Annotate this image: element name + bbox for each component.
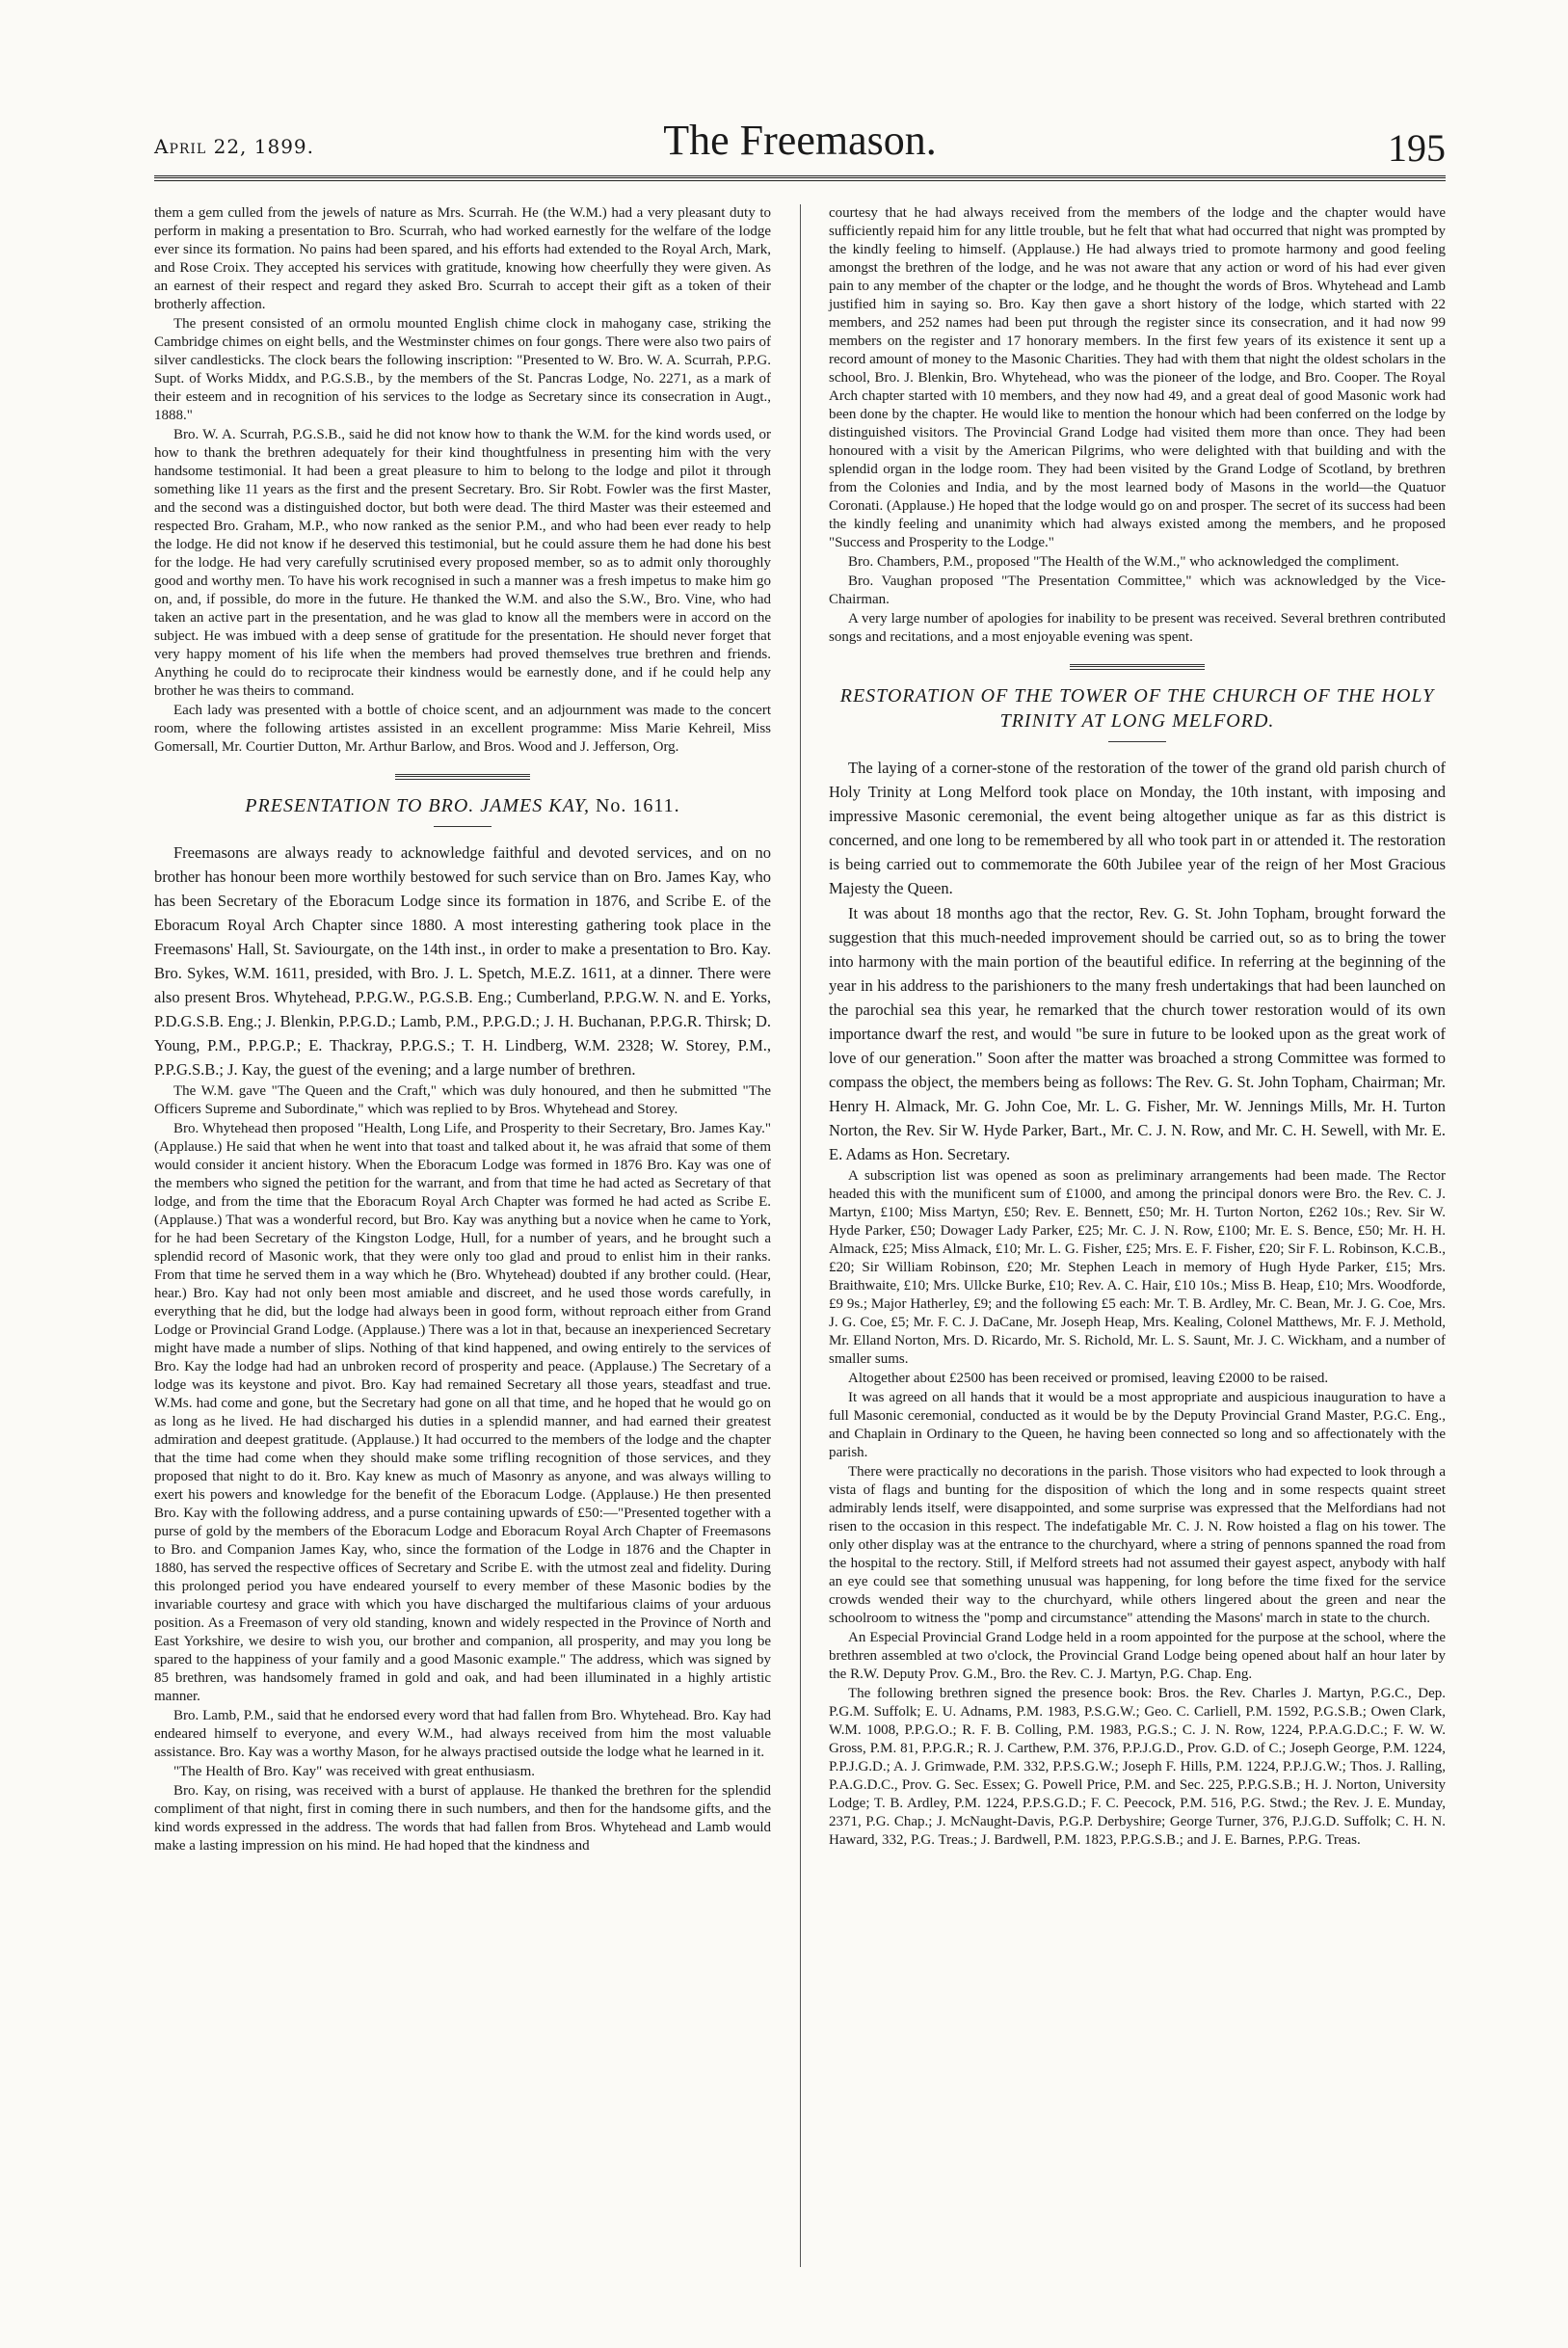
article-heading (154, 793, 771, 818)
article-paragraph: The W.M. gave "The Queen and the Craft," which was duly honoured, and then he submitted "The Officers Supreme and Subordinate," which was replied to by Bros. Whytehead and Storey. (154, 1083, 771, 1117)
article-paragraph: An Especial Provincial Grand Lodge held in a room appointed for the purpose at the school, where the brethren assembled at two o'clock, the Provincial Grand Lodge being opened about half an hour later by the R.W. Deputy Prov. G.M., Bro. the Rev. C. J. Martyn, P.G. Chap. Eng. (829, 1630, 1446, 1682)
page-number: 195 (1388, 126, 1446, 170)
article-paragraph: Bro. Lamb, P.M., said that he endorsed every word that had fallen from Bro. Whytehead. Bro. Kay had endeared himself to everyone, and every W.M., had always received from him the most valuable assistance. Bro. Kay was a worthy Mason, for he always practised outside the lodge what he learned in it. (154, 1708, 771, 1760)
heading-rule (434, 826, 492, 827)
article-paragraph: Freemasons are always ready to acknowledge faithful and devoted services, and on no brother has honour been more worthily bestowed for such service than on Bro. James Kay, who has been Secretary of the Eboracum Lodge since its formation in 1876, and Scribe E. of the Eboracum Royal Arch Chapter since 1880. A most interesting gathering took place in the Freemasons' Hall, St. Saviourgate, on the 14th inst., in order to make a presentation to Bro. Kay. Bro. Sykes, W.M. 1611, presided, with Bro. J. L. Spetch, M.E.Z. 1611, at a dinner. There were also present Bros. Whytehead, P.P.G.W., P.G.S.B. Eng.; Cumberland, P.P.G.W. N. and E. Yorks, P.D.G.S.B. Eng.; J. Blenkin, P.P.G.D.; Lamb, P.M., P.P.G.D.; J. H. Buchanan, P.P.G.R. Thirsk; D. Young, P.M., P.P.G.P.; E. Thackray, P.P.G.S.; T. H. Lindberg, W.M. 2328; W. Storey, P.M., P.P.G.S.B.; J. Kay, the guest of the evening; and a large number of brethren. (154, 843, 771, 1079)
article-paragraph: There were practically no decorations in the parish. Those visitors who had expected to look through a vista of flags and bunting for the disposition of which the long and in some respects quaint street admirably lends itself, were disappointed, and some surprise was expressed that the Melfordians had not risen to the occasion in this respect. The indefatigable Mr. C. J. N. Row hoisted a flag on his tower. The only other display was at the entrance to the churchyard, where a string of pennons spanned the road from the hospital to the rectory. Still, if Melford streets had not assumed their gayest aspect, anybody with half an eye could see that something unusual was happening, for long before the time fixed for the service crowds wended their way to the churchyard, while others lingered about the green and near the schoolroom to witness the "pomp and circumstance" attending the Masons' march in state to the church. (829, 1464, 1446, 1626)
article-heading: RESTORATION OF THE TOWER OF THE CHURCH OF THE HOLY TRINITY AT LONG MELFORD. (839, 685, 1435, 732)
article-paragraph: Altogether about £2500 has been received or promised, leaving £2000 to be raised. (848, 1371, 1329, 1386)
article-paragraph: courtesy that he had always received from the members of the lodge and the chapter would have sufficiently repaid him for any little trouble, but he felt that what had occurred that night was prompted by the kindly feeling to himself. (Applause.) He had always tried to promote harmony and good feeling amongst the brethren of the lodge, and he was not aware that any action or word of his had ever given pain to any member of the chapter or the lodge, and he thought the words of Bros. Whytehead and Lamb justified him in saying so. Bro. Kay then gave a short history of the lodge, which started with 22 members, and 252 names had been put through the register since its consecration, and it had now 99 members on the register and 17 honorary members. In the first few years of its existence it sent up a record amount of money to the Masonic Charities. They had with them that night the oldest scholars in the school, Bro. J. Blenkin, Bro. Whytehead, who was the pioneer of the lodge, and Bro. Cooper. The Royal Arch chapter started with 10 members, and they now had 49, and a great deal of good Masonic work had been done by the chapter. He would like to mention the honour which had been conferred on the lodge by distinguished visitors. The Provincial Grand Lodge had visited them more than once. They had been honoured with a visit by the American Pilgrims, who were delighted with that building and with the splendid organ in the lodge room. They had been visited by the Grand Lodge of Scotland, by brethren from the Colonies and India, and by the most learned body of Masons in the world—the Quatuor Coronati. (Applause.) He hoped that the lodge would go on and prosper. The secret of its success had been the kindly feeling and unanimity which had always existed among the members, and he proposed "Success and Prosperity to the Lodge." (829, 205, 1446, 550)
article-paragraph: Bro. W. A. Scurrah, P.G.S.B., said he did not know how to thank the W.M. for the kind words used, or how to thank the brethren adequately for their kind thoughtfulness in presenting him with the very handsome testimonial. It had been a great pleasure to him to belong to the lodge and pilot it through something like 11 years as the first and the present Secretary. Bro. Sir Robt. Fowler was the first Master, and the second was a distinguished doctor, but both were dead. The third Master was their esteemed and respected Bro. Graham, M.P., who now ranked as the senior P.M., and who had been ever ready to help the lodge. He did not know if he deserved this testimonial, but he could assure them he had done his best for the lodge. He had very carefully scrutinised every proposed member, so as to admit only thoroughly good and worthy men. To have his work recognised in such a manner was a fresh impetus to make him go on, and, if possible, do more in the future. He thanked the W.M. and also the S.W., Bro. Vine, who had taken an active part in the presentation, and he was glad to know all the members were in accord on the subject. He was imbued with a deep sense of gratitude for the presentation. He should never forget that very happy moment of his life when the members had proved themselves true brethren and friends. Anything he could do to reciprocate their kindness would be earnestly done, and if he could help any brother he was theirs to command. (154, 427, 771, 699)
masthead-rule (154, 175, 1446, 181)
issue-date: April 22, 1899. (154, 135, 315, 158)
left-column (154, 204, 771, 1856)
article-paragraph: It was about 18 months ago that the rector, Rev. G. St. John Topham, brought forward the suggestion that this much-needed improvement should be carried out, so as to bring the tower into harmony with the main portion of the beautiful edifice. In referring at the beginning of the year in his address to the parishioners to the many fresh undertakings that had been launched on the parochial sea this year, he remarked that the church tower restoration would of its own importance dwarf the rest, and would "be sure in future to be looked upon as the great work of love of our generation." Soon after the matter was broached a strong Committee was formed to compass the object, the members being as follows: The Rev. G. St. John Topham, Chairman; Mr. Henry H. Almack, Mr. G. John Coe, Mr. L. G. Fisher, Mr. W. Jennings Mills, Mr. H. Turton Norton, the Rev. Sir W. Hyde Parker, Bart., Mr. C. J. N. Row, and Mr. C. H. Sewell, with Mr. E. E. Adams as Hon. Secretary. (829, 904, 1446, 1163)
article-paragraph: A very large number of apologies for inability to be present was received. Several brethren contributed songs and recitations, and a most enjoyable evening was spent. (829, 611, 1446, 645)
section-separator (395, 774, 530, 780)
article-paragraph: The following brethren signed the presence book: Bros. the Rev. Charles J. Martyn, P.G.C., Dep. P.G.M. Suffolk; E. U. Adnams, P.M. 1983, P.S.G.W.; Geo. C. Carliell, P.M. 1592, P.G.S.B.; Owen Clark, W.M. 1008, P.P.G.O.; R. F. B. Colling, P.M. 1983, P.G.S.; C. J. N. Row, 1224, P.P.A.G.D.C.; F. W. W. Gross, P.M. 81, P.P.G.R.; R. J. Carthew, P.M. 376, P.P.J.G.D., Prov. G.D. of C.; Joseph George, P.M. 1224, P.P.J.G.D.; A. J. Grimwade, P.M. 332, P.P.S.G.W.; Joseph F. Hills, P.M. 1224, P.P.J.G.W.; Thos. J. Ralling, P.A.G.D.C., Prov. G. Sec. Essex; G. Powell Price, P.M. and Sec. 225, P.P.G.S.B.; H. J. Norton, University Lodge; T. B. Ardley, P.M. 1224, P.P.S.G.D.; F. C. Peecock, P.M. 516, P.G. Stwd.; the Rev. J. E. Munday, 2371, P.G. Chap.; J. McNaught-Davis, P.G.P. Derbyshire; George Turner, 376, P.J.G.D. Suffolk; C. H. N. Haward, 332, P.G. Treas.; J. Bardwell, P.M. 1823, P.P.G.S.B.; and J. E. Barnes, P.P.G. Treas. (829, 1686, 1446, 1848)
newspaper-title: The Freemason. (663, 117, 937, 164)
article-paragraph: Each lady was presented with a bottle of choice scent, and an adjournment was made to the concert room, where the following artistes assisted in an excellent programme: Miss Marie Kehreil, Miss Gomersall, Mr. Courtier Dutton, Mr. Arthur Barlow, and Bros. Wood and J. Jefferson, Org. (154, 703, 771, 755)
article-paragraph: The laying of a corner-stone of the restoration of the tower of the grand old parish church of Holy Trinity at Long Melford took place on Monday, the 10th instant, with imposing and impressive Masonic ceremonial, the event being altogether unique as far as this district is concerned, and one long to be remembered by all who took part in or attended it. The restoration is being carried out to commemorate the 60th Jubilee year of the reign of her Most Gracious Majesty the Queen. (829, 759, 1446, 897)
heading-rule (1108, 741, 1166, 742)
article-paragraph: Bro. Kay, on rising, was received with a burst of applause. He thanked the brethren for the splendid compliment of that night, first in coming there in such numbers, and then for the handsome gifts, and the kind words expressed in the address. The words that had fallen from Bros. Whytehead and Lamb would make a lasting impression on his mind. He had hoped that the kindness and (154, 1783, 771, 1854)
article-paragraph: The present consisted of an ormolu mounted English chime clock in mahogany case, striking the Cambridge chimes on eight bells, and the Westminster chimes on four gongs. There were also two pairs of silver candlesticks. The clock bears the following inscription: "Presented to W. Bro. W. A. Scurrah, P.P.G. Supt. of Works Middx, and P.G.S.B., by the members of the St. Pancras Lodge, No. 2271, as a mark of their esteem and in recognition of his services to the lodge as Secretary since its consecration in Augt., 1888." (154, 316, 771, 423)
article-paragraph: Bro. Vaughan proposed "The Presentation Committee," which was acknowledged by the Vice-Chairman. (829, 574, 1446, 607)
heading-lodge-number: No. 1611. (595, 795, 680, 816)
section-separator (1070, 664, 1205, 670)
article-paragraph: A subscription list was opened as soon as preliminary arrangements had been made. The Rector headed this with the munificent sum of £1000, and among the principal donors were Bro. the Rev. C. J. Martyn, £100; Miss Martyn, £50; Rev. E. Bennett, £50; Mr. H. Turton Norton, £262 10s.; Rev. Sir W. Hyde Parker, £50; Dowager Lady Parker, £25; Mr. C. J. N. Row, £100; Mr. E. S. Bence, £50; Mr. H. H. Almack, £25; Miss Almack, £10; Mr. L. G. Fisher, £25; Mrs. E. F. Fisher, £20; Sir F. L. Robinson, K.C.B., £20; Sir William Robinson, £20; Mr. Stephen Leach in memory of Hugh Hyde Parker, £15; Mrs. Braithwaite, £10; Mrs. Ullcke Burke, £10; Rev. A. C. Hair, £10 10s.; Miss B. Heap, £10; Mrs. Woodforde, £9 9s.; Major Hatherley, £9; and the following £5 each: Mr. T. B. Ardley, Mr. C. Bean, Mr. J. G. Coe, Mrs. J. G. Coe, £5; Mr. F. C. J. DaCane, Mr. Joseph Heap, Mrs. Kealing, Colonel Matthews, Mr. F. J. Methold, Mr. Elland Norton, Mrs. D. Ricardo, Mr. S. Richold, Mr. L. S. Saunt, Mr. J. C. Wickham, and a number of smaller sums. (829, 1168, 1446, 1367)
right-column (829, 204, 1446, 1851)
masthead (154, 116, 1446, 183)
article-paragraph: Bro. Whytehead then proposed "Health, Long Life, and Prosperity to their Secretary, Bro. James Kay." (Applause.) He said that when he went into that toast and talked about it, he was afraid that some of them would consider it ancient history. When the Eboracum Lodge was formed in 1876 Bro. Kay was one of the members who signed the petition for the warrant, and from that time he had acted as Secretary of that lodge, and from the time that the Eboracum Royal Arch Chapter was formed he had acted as Scribe E. (Applause.) That was a wonderful record, but Bro. Kay was anything but a novice when he came to York, for he had been Secretary of the Kingston Lodge, Hull, for a number of years, and he brought such a splendid record of Masonic work, that they were only too glad and proud to enlist him in their ranks. From that time he served them in a way which he (Bro. Whytehead) doubted if any brother could. (Hear, hear.) Bro. Kay had not only been most amiable and discreet, and he used those words carefully, in everything that he did, but the lodge had always been in good form, without reproach either from Grand Lodge or Provincial Grand Lodge. (Applause.) There was a lot in that, because an inexperienced Secretary might have made a number of slips. Nothing of that kind happened, and owing entirely to the services of Bro. Kay the lodge had had an unbroken record of prosperity and peace. (Applause.) The Secretary of a lodge was its keystone and pivot. Bro. Kay had remained Secretary all those years, steadfast and true. W.Ms. had come and gone, but the Secretary had gone on all that time, and he hoped that he would go on as long as he lived. He had discharged his duties in a splendid manner, and had earned their greatest admiration and deepest gratitude. (Applause.) It had occurred to the members of the lodge and the chapter that the time had come when they should make some trifling recognition of those services, and they proposed that night to do it. Bro. Kay knew as much of Masonry as anyone, and was always willing to exert his powers and knowledge for the benefit of the Eboracum Lodge. (Applause.) He then presented Bro. Kay with the following address, and a purse containing upwards of £50:—"Presented together with a purse of gold by the members of the Eboracum Lodge and Eboracum Royal Arch Chapter of Freemasons to Bro. and Companion James Kay, who, since the formation of the Lodge in 1876 and the Chapter in 1880, has served the respective offices of Secretary and Scribe E. with the utmost zeal and fidelity. During this prolonged period you have endeared yourself to every member of these Masonic bodies by the invariable courtesy and grace with which you have discharged the multifarious claims of your arduous position. As a Freemason of very old standing, known and widely respected in the Province of North and East Yorkshire, we desire to wish you, our brother and companion, all prosperity, and may you long be spared to the happiness of your family and a good Masonic example." The address, which was signed by 85 brethren, was handsomely framed in gold and oak, and had been illuminated in a highly artistic manner. (154, 1121, 771, 1704)
column-divider (800, 204, 801, 2267)
heading-text: PRESENTATION TO BRO. JAMES KAY, (245, 795, 590, 816)
article-paragraph: It was agreed on all hands that it would be a most appropriate and auspicious inauguration to have a full Masonic ceremonial, conducted as it would be by the Deputy Provincial Grand Master, P.G.C. Eng., and Chaplain in Ordinary to the Queen, he having been connected so long and so affectionately with the parish. (829, 1390, 1446, 1460)
article-paragraph: Bro. Chambers, P.M., proposed "The Health of the W.M.," who acknowledged the compliment. (848, 554, 1399, 570)
article-paragraph: them a gem culled from the jewels of nature as Mrs. Scurrah. He (the W.M.) had a very pleasant duty to perform in making a presentation to Bro. Scurrah, who had worked earnestly for the welfare of the lodge ever since its formation. No pains had been spared, and his efforts had extended to the Royal Arch, Mark, and Rose Croix. They accepted his services with gratitude, knowing how cheerfully they were given. As an earnest of their respect and regard they asked Bro. Scurrah to accept their gift as a token of their brotherly affection. (154, 205, 771, 312)
article-paragraph: "The Health of Bro. Kay" was received with great enthusiasm. (173, 1764, 536, 1779)
